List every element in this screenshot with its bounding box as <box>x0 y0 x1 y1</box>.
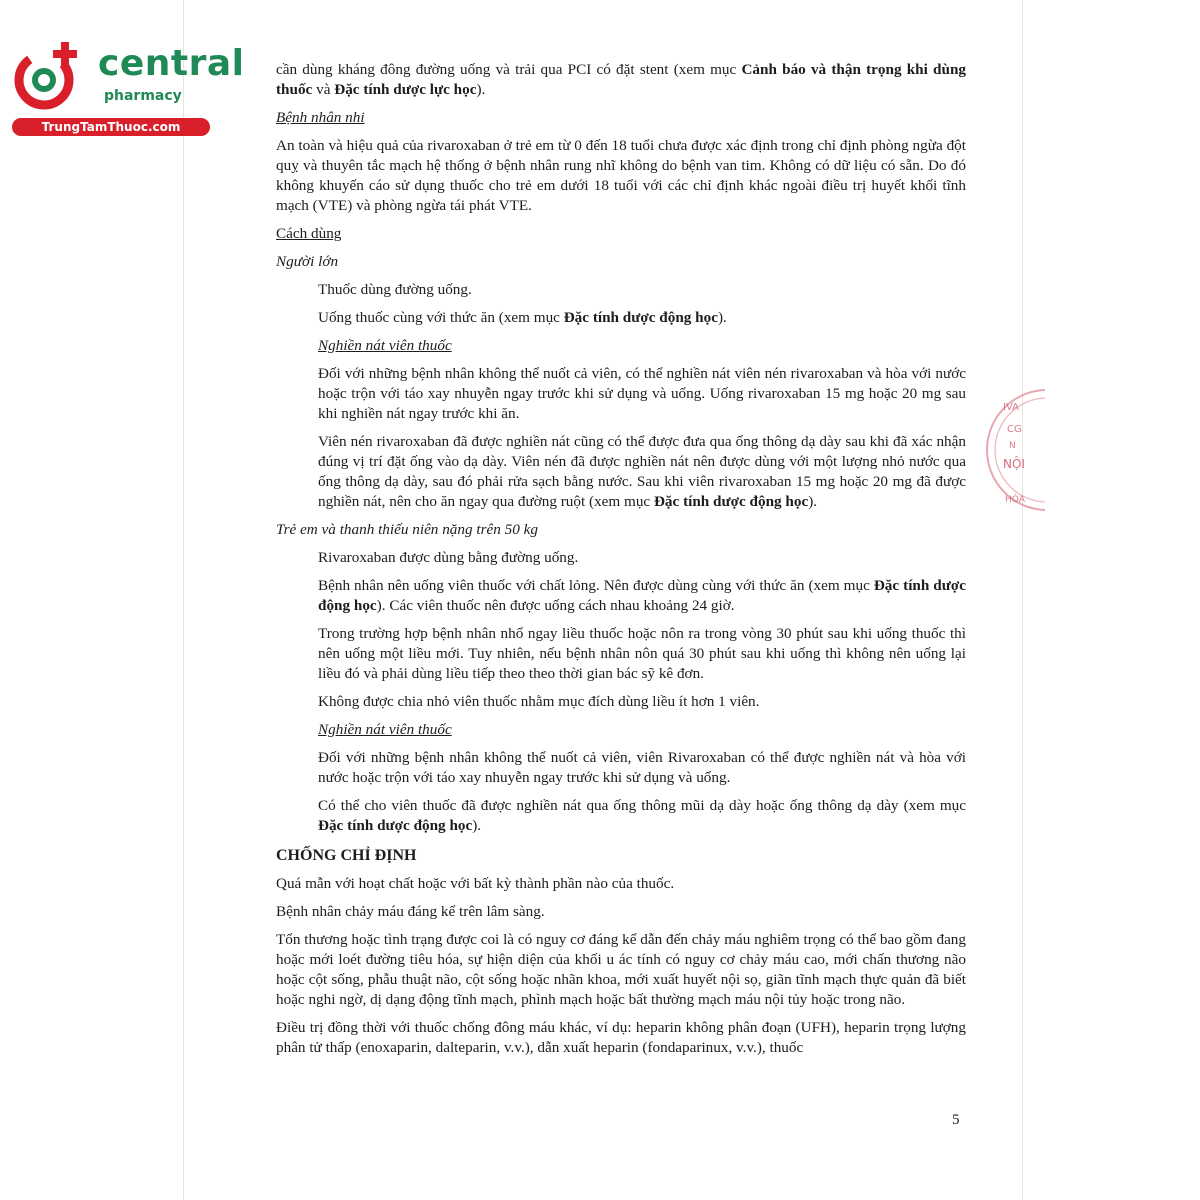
page-edge-left <box>183 0 184 1200</box>
subheading-crush-tablet: Nghiền nát viên thuốc <box>318 337 452 354</box>
subheading-crush-tablet: Nghiền nát viên thuốc <box>318 721 452 738</box>
brand-tagline: pharmacy <box>104 88 182 104</box>
paragraph: Thuốc dùng đường uống. <box>318 281 472 298</box>
stamp-text-3: N <box>1009 441 1016 451</box>
stamp-text-4: NỘI <box>1003 457 1025 471</box>
subheading-adult: Người lớn <box>276 253 339 270</box>
paragraph: Uống thuốc cùng với thức ăn (xem mục Đặc tính dược động học). <box>318 309 727 326</box>
paragraph: Rivaroxaban được dùng bằng đường uống. <box>318 549 579 566</box>
paragraph: Trong trường hợp bệnh nhân nhổ ngay liều thuốc hoặc nôn ra trong vòng 30 phút sau khi uống thuốc thì nên uống một liều mới. Tuy nhiên, nếu bệnh nhân nôn quá 30 phút sau khi uống thì không nên uống lại liều đó và phải dùng liều tiếp theo theo thời gian bác sỹ kê đơn. <box>318 625 966 682</box>
section-heading-contraindications: CHỐNG CHỈ ĐỊNH <box>276 847 417 864</box>
subheading-usage: Cách dùng <box>276 225 342 242</box>
adult-usage-block <box>276 280 966 512</box>
document-body <box>276 60 966 1058</box>
paragraph: Không được chia nhỏ viên thuốc nhằm mục đích dùng liều ít hơn 1 viên. <box>318 693 760 710</box>
paragraph: Bệnh nhân chảy máu đáng kể trên lâm sàng. <box>276 903 545 920</box>
stamp-text-1: IVA <box>1003 402 1019 413</box>
paragraph: Bệnh nhân nên uống viên thuốc với chất lỏng. Nên được dùng cùng với thức ăn (xem mục Đặc tính dược động học). Các viên thuốc nên được uống cách nhau khoảng 24 giờ. <box>318 577 967 614</box>
subheading-pediatric: Bệnh nhân nhi <box>276 109 365 126</box>
stamp-text-2: CG <box>1007 424 1022 435</box>
paragraph: Điều trị đồng thời với thuốc chống đông máu khác, ví dụ: heparin không phân đoạn (UFH), heparin trọng lượng phân tử thấp (enoxaparin, dalteparin, v.v.), dẫn xuất heparin (fondaparinux, v.v.), thuốc <box>276 1019 966 1056</box>
stamp-text-5: HÓA <box>1005 495 1025 505</box>
subheading-children: Trẻ em và thanh thiếu niên nặng trên 50 kg <box>276 521 538 538</box>
brand-name: central <box>98 43 245 84</box>
paragraph: An toàn và hiệu quả của rivaroxaban ở trẻ em từ 0 đến 18 tuổi chưa được xác định trong chỉ định phòng ngừa đột quỵ và thuyên tắc mạch hệ thống ở bệnh nhân rung nhĩ không do bệnh van tim. Không có dữ liệu có sẵn. Do đó không khuyến cáo sử dụng thuốc cho trẻ em dưới 18 tuổi với các chỉ định khác ngoài điều trị huyết khối tĩnh mạch (VTE) và phòng ngừa tái phát VTE. <box>276 137 966 214</box>
pharmacy-cross-icon <box>10 38 90 118</box>
paragraph: Tổn thương hoặc tình trạng được coi là có nguy cơ đáng kể dẫn đến chảy máu nghiêm trọng có thể bao gồm đang hoặc mới loét đường tiêu hóa, sự hiện diện của khối u ác tính có nguy cơ chảy máu cao, mới chấn thương não hoặc cột sống, phẫu thuật não, cột sống hoặc nhãn khoa, mới xuất huyết nội sọ, giãn tĩnh mạch thực quản đã biết hoặc nghi ngờ, dị dạng động tĩnh mạch, phình mạch hoặc bất thường mạch máu nội tủy hoặc trong não. <box>276 931 966 1008</box>
paragraph: Đối với những bệnh nhân không thể nuốt cả viên, có thể nghiền nát viên nén rivaroxaban và hòa với nước hoặc trộn với táo xay nhuyễn ngay trước khi sử dụng và uống. Uống rivaroxaban 15 mg hoặc 20 mg sau khi nghiền nát ngay trước khi ăn. <box>318 365 966 422</box>
child-usage-block <box>276 548 966 836</box>
paragraph: Viên nén rivaroxaban đã được nghiền nát cũng có thể được đưa qua ống thông dạ dày sau khi đã xác nhận đúng vị trí đặt ống vào dạ dày. Viên nén đã được nghiền nát nên được dùng với một lượng nhỏ nước qua ống thông dạ dày, sau đó phải rửa sạch bằng nước. Sau khi viên rivaroxaban 15 mg hoặc 20 mg đã được nghiền nát, nên cho ăn ngay qua đường ruột (xem mục Đặc tính dược động học). <box>318 433 966 510</box>
page-edge-right <box>1022 0 1023 1200</box>
brand-website: TrungTamThuoc.com <box>12 118 210 136</box>
paragraph: Có thể cho viên thuốc đã được nghiền nát qua ống thông mũi dạ dày hoặc ống thông dạ dày (xem mục Đặc tính dược động học). <box>318 797 966 834</box>
central-pharmacy-logo <box>10 38 245 138</box>
paragraph: Quá mẫn với hoạt chất hoặc với bất kỳ thành phần nào của thuốc. <box>276 875 675 892</box>
page-number: 5 <box>952 1112 960 1128</box>
paragraph: cần dùng kháng đông đường uống và trải qua PCI có đặt stent (xem mục Cảnh báo và thận trọng khi dùng thuốc và Đặc tính dược lực học). <box>276 61 966 98</box>
seal-stamp <box>985 370 1045 530</box>
paragraph: Đối với những bệnh nhân không thể nuốt cả viên, viên Rivaroxaban có thể được nghiền nát và hòa với nước hoặc trộn với táo xay nhuyễn ngay trước khi sử dụng và uống. <box>318 749 966 786</box>
